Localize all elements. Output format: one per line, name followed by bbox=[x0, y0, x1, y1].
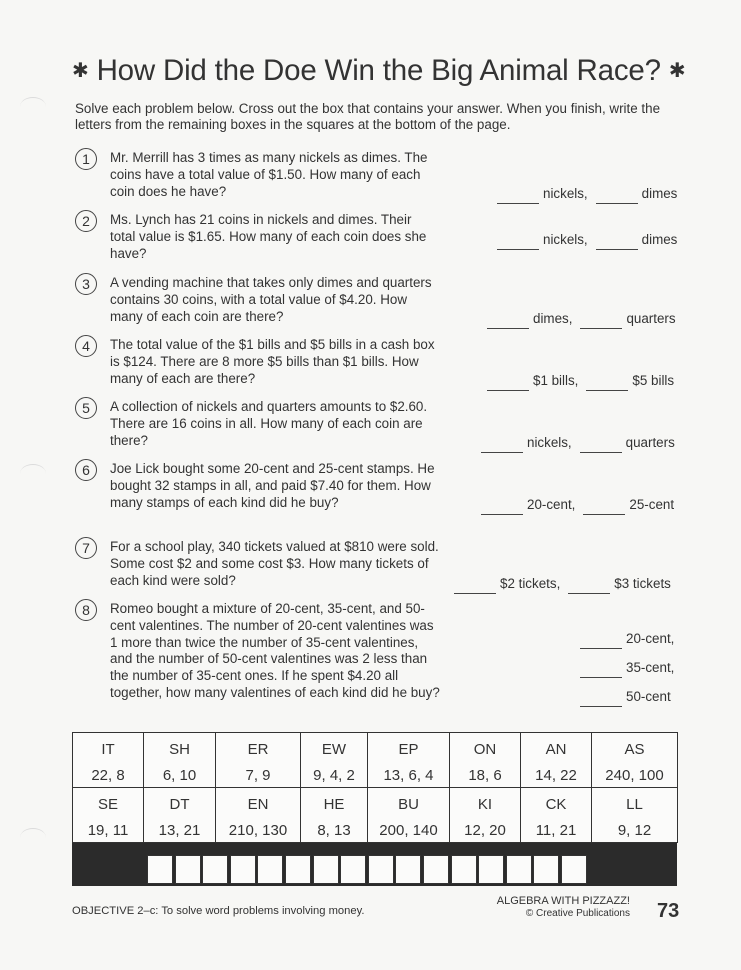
problem-number-circle: 1 bbox=[75, 148, 97, 170]
answer-square[interactable] bbox=[175, 855, 201, 884]
answer-line-8b: 35-cent, bbox=[580, 660, 674, 678]
answer-box[interactable]: LL 9, 12 bbox=[592, 788, 678, 843]
answer-box[interactable]: ER 7, 9 bbox=[216, 733, 301, 788]
answer-square[interactable] bbox=[561, 855, 587, 884]
problem-number-circle: 6 bbox=[75, 459, 97, 481]
answer-square[interactable] bbox=[533, 855, 559, 884]
answer-box[interactable]: IT 22, 8 bbox=[73, 733, 144, 788]
answer-square[interactable] bbox=[423, 855, 449, 884]
instructions: Solve each problem below. Cross out the box that contains your answer. When you finish, write the letters from the remaining boxes in the squares at the bottom of the page. bbox=[75, 101, 661, 132]
answer-line-8c: 50-cent bbox=[580, 689, 671, 707]
answer-choice-grid bbox=[72, 732, 678, 843]
answer-line-1: nickels, dimes bbox=[497, 186, 677, 204]
answer-blank[interactable] bbox=[596, 249, 638, 250]
problem-text: A vending machine that takes only dimes and quarters contains 30 coins, with a total value of $4.20. How many of each coin are there? bbox=[110, 275, 432, 324]
copyright: © Creative Publications bbox=[525, 907, 630, 919]
answer-blank[interactable] bbox=[487, 390, 529, 391]
answer-box[interactable]: SE 19, 11 bbox=[73, 788, 144, 843]
answer-line-2: nickels, dimes bbox=[497, 232, 677, 250]
answer-blank[interactable] bbox=[487, 328, 529, 329]
problem-number-circle: 2 bbox=[75, 210, 97, 232]
answer-blank[interactable] bbox=[580, 648, 622, 649]
problem-number-circle: 4 bbox=[75, 335, 97, 357]
answer-box[interactable]: HE 8, 13 bbox=[301, 788, 368, 843]
problem-text: Romeo bought a mixture of 20-cent, 35-cent, and 50-cent valentines. The number of 20-cent valentines was 1 more than twice the number of 35-cent valentines, and the number of 50-cent valentines was 2 less than the number of 35-cent ones. If he spent $4.20 all together, how many valentines of each kind did he buy? bbox=[110, 601, 440, 700]
answer-box[interactable]: EP 13, 6, 4 bbox=[368, 733, 450, 788]
answer-blank[interactable] bbox=[481, 452, 523, 453]
answer-square[interactable] bbox=[257, 855, 283, 884]
binder-hole-mark bbox=[20, 828, 46, 847]
answer-line-5: nickels, quarters bbox=[481, 435, 675, 453]
problem-text: Mr. Merrill has 3 times as many nickels as dimes. The coins have a total value of $1.50. How many of each coin does he have? bbox=[110, 150, 428, 199]
answer-line-8a: 20-cent, bbox=[580, 631, 674, 649]
answer-blank[interactable] bbox=[497, 203, 539, 204]
answer-box[interactable]: AS 240, 100 bbox=[592, 733, 678, 788]
answer-square[interactable] bbox=[285, 855, 311, 884]
answer-square[interactable] bbox=[313, 855, 339, 884]
answer-square[interactable] bbox=[506, 855, 532, 884]
answer-blank[interactable] bbox=[568, 593, 610, 594]
answer-box[interactable]: BU 200, 140 bbox=[368, 788, 450, 843]
grid-row bbox=[73, 788, 678, 843]
answer-blank[interactable] bbox=[580, 328, 622, 329]
answer-square[interactable] bbox=[147, 855, 173, 884]
answer-square[interactable] bbox=[230, 855, 256, 884]
answer-box[interactable]: AN 14, 22 bbox=[521, 733, 592, 788]
answer-line-7: $2 tickets, $3 tickets bbox=[454, 576, 671, 594]
title-text: How Did the Doe Win the Big Animal Race? bbox=[96, 54, 661, 87]
answer-blank[interactable] bbox=[580, 452, 622, 453]
book-title: ALGEBRA WITH PIZZAZZ! bbox=[496, 895, 630, 907]
answer-box[interactable]: KI 12, 20 bbox=[450, 788, 521, 843]
answer-blank[interactable] bbox=[481, 514, 523, 515]
star-icon: ✱ bbox=[72, 60, 89, 82]
answer-blank[interactable] bbox=[580, 706, 622, 707]
answer-box[interactable]: SH 6, 10 bbox=[144, 733, 216, 788]
answer-blank[interactable] bbox=[454, 593, 496, 594]
problem-text: Joe Lick bought some 20-cent and 25-cent stamps. He bought 32 stamps in all, and paid $7.40 for them. How many stamps of each kind did he buy? bbox=[110, 461, 435, 510]
answer-line-6: 20-cent, 25-cent bbox=[481, 497, 674, 515]
publisher-block bbox=[470, 896, 630, 919]
worksheet-title bbox=[72, 54, 702, 88]
answer-square[interactable] bbox=[340, 855, 366, 884]
answer-square[interactable] bbox=[202, 855, 228, 884]
objective-text: OBJECTIVE 2–c: To solve word problems involving money. bbox=[72, 905, 365, 917]
star-icon: ✱ bbox=[668, 60, 686, 82]
answer-box[interactable]: CK 11, 21 bbox=[521, 788, 592, 843]
problem-number-circle: 5 bbox=[75, 397, 97, 419]
answer-square[interactable] bbox=[368, 855, 394, 884]
binder-hole-mark bbox=[20, 464, 46, 483]
answer-blank[interactable] bbox=[586, 390, 628, 391]
answer-square[interactable] bbox=[451, 855, 477, 884]
problem-text: A collection of nickels and quarters amounts to $2.60. There are 16 coins in all. How many of each coin are there? bbox=[110, 399, 428, 448]
answer-line-3: dimes, quarters bbox=[487, 311, 676, 329]
problem-number-circle: 8 bbox=[75, 599, 97, 621]
answer-box[interactable]: EW 9, 4, 2 bbox=[301, 733, 368, 788]
problem-text: The total value of the $1 bills and $5 bills in a cash box is $124. There are 8 more $5 bills than $1 bills. How many of each are there? bbox=[110, 337, 435, 386]
problem-text: Ms. Lynch has 21 coins in nickels and dimes. Their total value is $1.65. How many of each coin does she have? bbox=[110, 212, 427, 261]
problem-number-circle: 3 bbox=[75, 273, 97, 295]
answer-blank[interactable] bbox=[497, 249, 539, 250]
answer-line-4: $1 bills, $5 bills bbox=[487, 373, 674, 391]
page-number: 73 bbox=[657, 900, 680, 922]
answer-blank[interactable] bbox=[596, 203, 638, 204]
answer-blank[interactable] bbox=[580, 677, 622, 678]
problem-text: For a school play, 340 tickets valued at $810 were sold. Some cost $2 and some cost $3. How many tickets of each kind were sold? bbox=[110, 539, 439, 588]
answer-squares bbox=[147, 855, 589, 884]
answer-square[interactable] bbox=[478, 855, 504, 884]
answer-box[interactable]: EN 210, 130 bbox=[216, 788, 301, 843]
problem-number-circle: 7 bbox=[75, 537, 97, 559]
grid-row bbox=[73, 733, 678, 788]
answer-box[interactable]: DT 13, 21 bbox=[144, 788, 216, 843]
binder-hole-mark bbox=[20, 97, 46, 116]
answer-square[interactable] bbox=[395, 855, 421, 884]
answer-blank[interactable] bbox=[583, 514, 625, 515]
answer-box[interactable]: ON 18, 6 bbox=[450, 733, 521, 788]
